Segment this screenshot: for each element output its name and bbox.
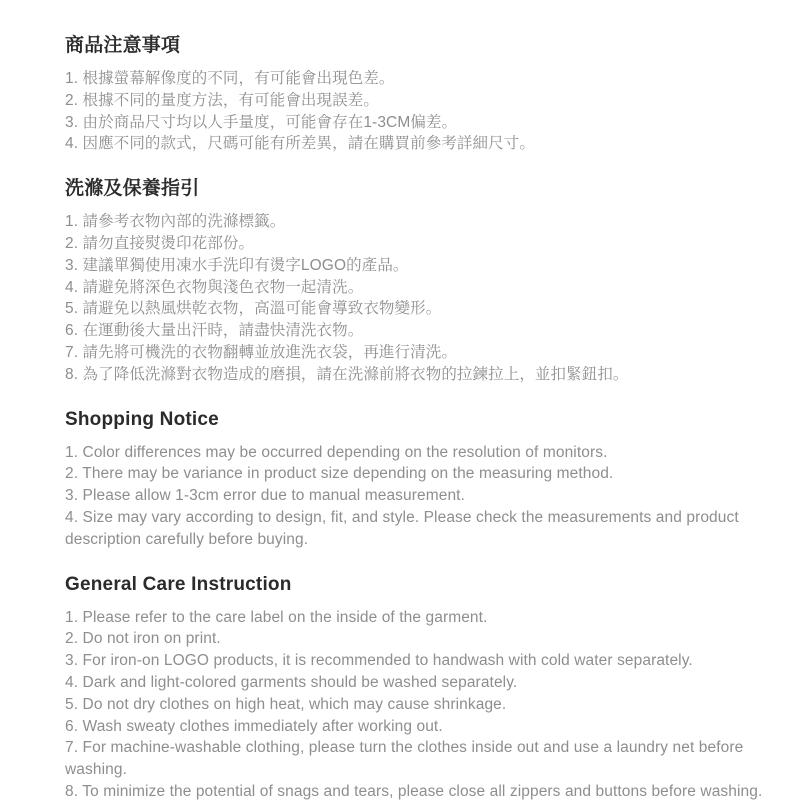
care-item: 7. For machine-washable clothing, please turn the clothes inside out and use a laundry net before washing. [65,739,744,779]
care-item: 8. To minimize the potential of snags and tears, please close all zippers and buttons before washing. [65,782,763,800]
section-product-notice-zh [65,33,770,155]
section-title-product-notice-zh: 商品注意事項 [65,35,181,56]
notice-item: 1. 根據螢幕解像度的不同，有可能會出現色差。 [65,70,395,87]
care-item: 3. 建議單獨使用凍水手洗印有燙字LOGO的產品。 [65,256,409,274]
care-item: 6. 在運動後大量出汗時，請盡快清洗衣物。 [65,322,364,340]
notice-item: 1. Color differences may be occurred depending on the resolution of monitors. [65,443,608,461]
section-general-care-instruction-en [65,572,770,803]
care-item: 8. 為了降低洗滌對衣物造成的磨損，請在洗滌前將衣物的拉鍊拉上，並扣緊鈕扣。 [65,365,629,383]
section-title-shopping-notice-en: Shopping Notice [65,408,219,430]
notice-item: 4. 因應不同的款式，尺碼可能有所差異，請在購買前參考詳細尺寸。 [65,135,535,153]
care-item: 1. 請參考衣物內部的洗滌標籤。 [65,213,286,231]
care-item: 4. 請避免將深色衣物與淺色衣物一起清洗。 [65,278,364,296]
care-item: 5. 請避免以熱風烘乾衣物，高溫可能會導致衣物變形。 [65,300,442,318]
section-title-general-care-instruction-en: General Care Instruction [65,573,292,595]
notice-item: 3. 由於商品尺寸均以人手量度，可能會存在1-3CM偏差。 [65,113,458,131]
notice-item: 2. 根據不同的量度方法，有可能會出現誤差。 [65,91,379,109]
care-item: 2. Do not iron on print. [65,630,221,648]
notice-item: 4. Size may vary according to design, fit, and style. Please check the measurements and product description carefully before buying. [65,508,739,548]
section-washing-care-guide-zh [65,176,770,385]
notice-item: 2. There may be variance in product size depending on the measuring method. [65,465,614,483]
notice-item: 3. Please allow 1-3cm error due to manual measurement. [65,487,465,505]
care-item: 2. 請勿直接熨燙印花部份。 [65,234,255,252]
care-item: 7. 請先將可機洗的衣物翻轉並放進洗衣袋，再進行清洗。 [65,343,457,361]
care-item: 5. Do not dry clothes on high heat, which may cause shrinkage. [65,695,507,713]
care-item: 4. Dark and light-colored garments should be washed separately. [65,673,518,691]
care-item: 1. Please refer to the care label on the inside of the garment. [65,608,488,626]
section-title-washing-care-guide-zh: 洗滌及保養指引 [65,178,200,200]
section-shopping-notice-en [65,407,770,551]
care-item: 6. Wash sweaty clothes immediately after working out. [65,717,443,735]
care-item: 3. For iron-on LOGO products, it is recommended to handwash with cold water separately. [65,652,693,670]
